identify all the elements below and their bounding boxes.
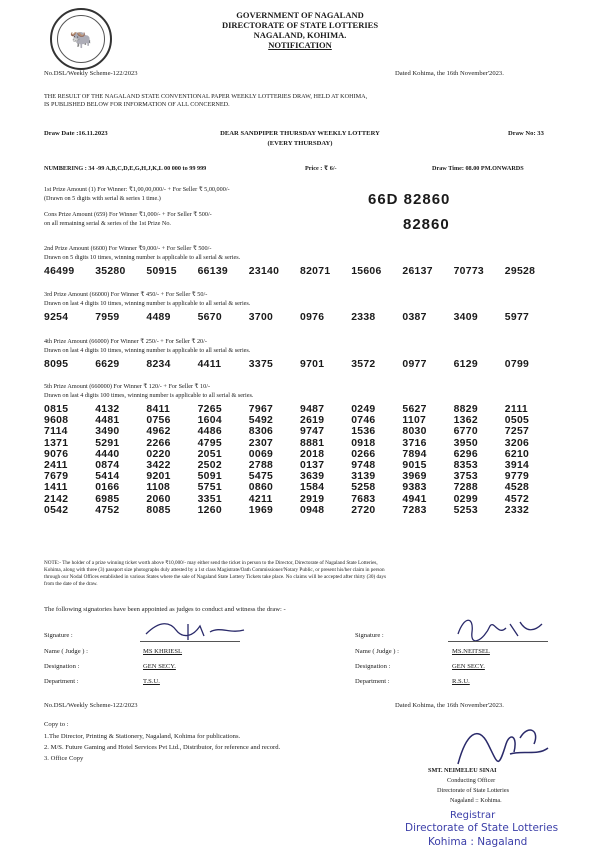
copy-to-item-3: 3. Office Copy xyxy=(44,755,84,762)
officer-name: SMT. NEIMELEU SINAI xyxy=(428,767,497,774)
fifth-prize-number: 0918 xyxy=(351,437,376,449)
dated-line: Dated Kohima, the 16th November'2023. xyxy=(395,70,504,77)
fifth-prize-number: 3351 xyxy=(197,493,222,505)
fifth-prize-number: 4752 xyxy=(95,504,120,516)
copy-to-item-2: 2. M/S. Future Gaming and Hotel Services Pvt Ltd., Distributor, for reference and record. xyxy=(44,744,281,751)
fifth-prize-number: 7288 xyxy=(453,482,478,494)
right-judge-name: MS.NEITSEL xyxy=(452,648,490,655)
third-prize-rule: Drawn on last 4 digits 10 times, winning number is applicable to all serial & series. xyxy=(44,300,251,307)
second-prize-number: 26137 xyxy=(402,266,433,277)
fifth-prize-number: 4132 xyxy=(95,404,120,415)
third-prize-amount: 3rd Prize Amount (66000) For Winner ₹ 450/- + For Seller ₹ 50/- xyxy=(44,291,208,298)
fifth-prize-number: 5475 xyxy=(248,471,274,483)
fifth-prize-number: 1584 xyxy=(300,482,325,494)
fifth-prize-number: 9076 xyxy=(44,448,69,460)
fifth-prize-number: 9383 xyxy=(402,482,427,494)
fifth-prize-number: 2060 xyxy=(146,493,171,505)
draw-number: Draw No: 33 xyxy=(508,130,544,137)
lottery-title: DEAR SANDPIPER THURSDAY WEEKLY LOTTERY xyxy=(220,130,380,137)
fifth-prize-number: 0815 xyxy=(44,404,69,415)
fifth-prize-number: 6770 xyxy=(453,426,478,438)
right-signature-label: Signature : xyxy=(355,632,384,639)
fifth-prize-number: 8306 xyxy=(248,426,274,438)
fifth-prize-number: 8353 xyxy=(453,460,478,472)
left-designation-label: Designation : xyxy=(44,663,80,670)
copy-to-item-1: 1.The Director, Printing & Stationery, Nagaland, Kohima for publications. xyxy=(44,733,241,740)
first-prize-rule: (Drawn on 5 digits with serial & series 1 time.) xyxy=(44,195,161,202)
reference-number: No.DSL/Weekly Scheme-122/2023 xyxy=(44,70,138,77)
right-judge-department: R.S.U. xyxy=(452,678,470,685)
fifth-prize-number: 3490 xyxy=(95,426,120,438)
fifth-prize-number: 3969 xyxy=(402,471,427,483)
left-judge-department: T.S.U. xyxy=(143,678,160,685)
header-place: NAGALAND, KOHIMA. xyxy=(253,30,347,40)
officer-place: Nagaland :: Kohima. xyxy=(450,797,502,804)
fifth-prize-number: 5492 xyxy=(248,415,274,427)
mithun-emblem-icon: 🐃 xyxy=(57,15,105,63)
fifth-prize-number: 0069 xyxy=(248,448,274,460)
fifth-prize-number: 7257 xyxy=(504,426,530,438)
left-department-label: Department : xyxy=(44,678,79,685)
third-prize-number: 9254 xyxy=(44,312,69,323)
officer-role: Conducting Officer xyxy=(447,777,496,784)
fourth-prize-number: 6129 xyxy=(453,359,478,370)
fifth-prize-number: 9779 xyxy=(504,471,530,483)
fifth-prize-number: 0860 xyxy=(248,482,274,494)
fifth-prize-number: 3950 xyxy=(453,437,478,449)
third-prize-number: 2338 xyxy=(351,312,376,323)
fifth-prize-number: 4962 xyxy=(146,426,171,438)
note-line-3: through our Nodal Offices established in various States where the sale of Nagaland State Lottery Tickets take place. No claims will be accepted after thirty (30) days xyxy=(44,574,387,580)
judges-intro: The following signatories have been appointed as judges to conduct and witness the draw: - xyxy=(44,606,286,613)
fourth-prize-rule: Drawn on last 4 digits 10 times, winning number is applicable to all serial & series. xyxy=(44,347,251,354)
ticket-price: Price : ₹ 6/- xyxy=(305,165,337,172)
fifth-prize-numbers xyxy=(44,404,556,516)
fifth-prize-number: 1411 xyxy=(44,482,68,494)
third-prize-number: 5977 xyxy=(504,312,530,323)
second-prize-number: 70773 xyxy=(453,266,484,277)
fifth-prize-number: 5414 xyxy=(95,471,120,483)
fifth-prize-number: 8085 xyxy=(146,504,171,516)
fifth-prize-number: 1536 xyxy=(351,426,376,438)
fifth-prize-number: 3716 xyxy=(402,437,427,449)
fourth-prize-amount: 4th Prize Amount (66000) For Winner ₹ 250/- + For Seller ₹ 20/- xyxy=(44,338,207,345)
right-designation-label: Designation : xyxy=(355,663,391,670)
fifth-prize-number: 0249 xyxy=(351,404,376,415)
fifth-prize-number: 2111 xyxy=(504,404,528,415)
fifth-prize-number: 8829 xyxy=(453,404,478,415)
fifth-prize-number: 9015 xyxy=(402,460,427,472)
fifth-prize-number: 6985 xyxy=(95,493,120,505)
fifth-prize-number: 5627 xyxy=(402,404,427,415)
fourth-prize-numbers xyxy=(44,359,556,370)
fourth-prize-number: 8095 xyxy=(44,359,69,370)
fifth-prize-number: 8030 xyxy=(402,426,427,438)
third-prize-number: 0387 xyxy=(402,312,427,323)
fifth-prize-number: 1107 xyxy=(402,415,427,427)
fifth-prize-number: 2502 xyxy=(197,460,222,472)
fourth-prize-number: 6629 xyxy=(95,359,120,370)
copy-to-heading: Copy to : xyxy=(44,721,69,728)
fifth-prize-amount: 5th Prize Amount (660000) For Winner ₹ 120/- + For Seller ₹ 10/- xyxy=(44,383,211,390)
fifth-prize-rule: Drawn on last 4 digits 100 times, winning number is applicable to all serial & series. xyxy=(44,392,254,399)
fourth-prize-number: 9701 xyxy=(300,359,325,370)
fifth-prize-number: 0756 xyxy=(146,415,171,427)
second-prize-number: 15606 xyxy=(351,266,382,277)
fifth-prize-number: 7283 xyxy=(402,504,427,516)
footer-reference-number: No.DSL/Weekly Scheme-122/2023 xyxy=(44,702,138,709)
fifth-prize-number: 1371 xyxy=(44,437,69,449)
second-prize-rule: Drawn on 5 digits 10 times, winning number is applicable to all serial & series. xyxy=(44,254,241,261)
fifth-prize-number: 2018 xyxy=(300,448,325,460)
fifth-prize-number: 0137 xyxy=(300,460,325,472)
fifth-prize-number: 3753 xyxy=(453,471,478,483)
cons-prize-amount: Cons Prize Amount (659) For Winner ₹1,000/- + For Seller ₹ 500/- xyxy=(44,211,212,218)
fifth-prize-number: 2619 xyxy=(300,415,325,427)
lottery-subtitle: (EVERY THURSDAY) xyxy=(267,140,333,147)
left-judge-designation: GEN SECY. xyxy=(143,663,176,670)
fifth-prize-number: 7265 xyxy=(197,404,222,415)
third-prize-number: 7959 xyxy=(95,312,120,323)
fifth-prize-number: 8881 xyxy=(300,437,325,449)
fourth-prize-number: 3572 xyxy=(351,359,376,370)
fifth-prize-number: 4941 xyxy=(402,493,427,505)
fifth-prize-number: 3422 xyxy=(146,460,171,472)
registrar-stamp-title: Registrar xyxy=(450,810,496,821)
fifth-prize-number: 9487 xyxy=(300,404,325,415)
second-prize-number: 23140 xyxy=(248,266,280,277)
header-government: GOVERNMENT OF NAGALAND xyxy=(236,10,364,20)
right-judge-signature xyxy=(450,612,550,644)
first-prize-winning-number: 66D 82860 xyxy=(368,191,451,208)
fifth-prize-number: 4440 xyxy=(95,448,120,460)
fifth-prize-number: 1604 xyxy=(197,415,222,427)
third-prize-number: 5670 xyxy=(197,312,222,323)
fifth-prize-number: 2411 xyxy=(44,460,68,472)
left-judge-name: MS KHRIESL xyxy=(143,648,183,655)
registrar-stamp-place: Kohima : Nagaland xyxy=(428,836,528,848)
fifth-prize-number: 4211 xyxy=(248,493,273,505)
fifth-prize-number: 7679 xyxy=(44,471,69,483)
fifth-prize-number: 3914 xyxy=(504,460,530,472)
fifth-prize-number: 5258 xyxy=(351,482,376,494)
fifth-prize-number: 2788 xyxy=(248,460,274,472)
fifth-prize-number: 6296 xyxy=(453,448,478,460)
fifth-prize-number: 0874 xyxy=(95,460,120,472)
fifth-prize-number: 0299 xyxy=(453,493,478,505)
fifth-prize-number: 7894 xyxy=(402,448,427,460)
fifth-prize-number: 9748 xyxy=(351,460,376,472)
draw-time: Draw Time: 08.00 PM.ONWARDS xyxy=(432,165,524,172)
header-notification: NOTIFICATION xyxy=(268,40,332,50)
cons-prize-winning-number: 82860 xyxy=(403,216,450,233)
second-prize-number: 66139 xyxy=(197,266,228,277)
left-name-label: Name ( Judge ) : xyxy=(44,648,88,655)
left-judge-signature xyxy=(140,614,260,644)
fifth-prize-number: 0220 xyxy=(146,448,171,460)
note-line-2: Kohima, along with three (3) passport size photographs duly attested by a 1st class Magistrate/Oath Commissioner/Notary Public, or present his/her claim in person xyxy=(44,567,385,573)
fifth-prize-number: 0505 xyxy=(504,415,530,427)
note-line-1: NOTE:- The holder of a prize winning ticket worth above ₹10,000/- may either send the ticket in person to the Director, Directorate of Nagaland State Lotteries, xyxy=(44,560,378,566)
fifth-prize-number: 1969 xyxy=(248,504,274,516)
intro-line-1: THE RESULT OF THE NAGALAND STATE CONVENTIONAL PAPER WEEKLY LOTTERIES DRAW, HELD AT KOHIMA, xyxy=(44,93,368,100)
cons-prize-rule: on all remaining serial & series of the 1st Prize No. xyxy=(44,220,171,227)
fifth-prize-number: 8411 xyxy=(146,404,171,415)
fifth-prize-number: 4795 xyxy=(197,437,222,449)
fifth-prize-number: 4572 xyxy=(504,493,530,505)
right-department-label: Department : xyxy=(355,678,390,685)
third-prize-number: 4489 xyxy=(146,312,171,323)
second-prize-amount: 2nd Prize Amount (6600) For Winner ₹9,000/- + For Seller ₹ 500/- xyxy=(44,245,212,252)
fifth-prize-number: 4528 xyxy=(504,482,530,494)
third-prize-number: 3409 xyxy=(453,312,478,323)
right-judge-designation: GEN SECY. xyxy=(452,663,485,670)
fifth-prize-number: 0948 xyxy=(300,504,325,516)
fifth-prize-number: 0542 xyxy=(44,504,69,516)
fourth-prize-number: 3375 xyxy=(248,359,274,370)
right-name-label: Name ( Judge ) : xyxy=(355,648,399,655)
numbering-range: NUMBERING : 34 -99 A,B,C,D,E,G,H,J,K,L 00 000 to 99 999 xyxy=(44,165,207,172)
third-prize-number: 0976 xyxy=(300,312,325,323)
fifth-prize-number: 9201 xyxy=(146,471,171,483)
fifth-prize-number: 1108 xyxy=(146,482,171,494)
left-signature-label: Signature : xyxy=(44,632,73,639)
fourth-prize-number: 8234 xyxy=(146,359,171,370)
second-prize-number: 82071 xyxy=(300,266,331,277)
fifth-prize-number: 2720 xyxy=(351,504,376,516)
header-directorate: DIRECTORATE OF STATE LOTTERIES xyxy=(221,20,379,30)
fifth-prize-number: 2307 xyxy=(248,437,274,449)
third-prize-number: 3700 xyxy=(248,312,274,323)
third-prize-numbers xyxy=(44,312,556,323)
footer-dated-line: Dated Kohima, the 16th November'2023. xyxy=(395,702,504,709)
fifth-prize-number: 5751 xyxy=(197,482,222,494)
fifth-prize-number: 5253 xyxy=(453,504,478,516)
fifth-prize-number: 3206 xyxy=(504,437,530,449)
first-prize-amount: 1st Prize Amount (1) For Winner: ₹1,00,00,000/- + For Seller ₹ 5,00,000/- xyxy=(44,186,230,193)
fifth-prize-number: 2142 xyxy=(44,493,69,505)
fifth-prize-number: 3139 xyxy=(351,471,376,483)
fifth-prize-number: 7683 xyxy=(351,493,376,505)
fifth-prize-number: 9608 xyxy=(44,415,69,427)
second-prize-number: 29528 xyxy=(504,266,536,277)
fifth-prize-number: 4481 xyxy=(95,415,120,427)
fifth-prize-number: 7114 xyxy=(44,426,68,438)
left-signature-line xyxy=(140,641,240,642)
fourth-prize-number: 4411 xyxy=(197,359,222,370)
fourth-prize-number: 0977 xyxy=(402,359,427,370)
registrar-stamp-org: Directorate of State Lotteries xyxy=(405,822,559,834)
fifth-prize-number: 5291 xyxy=(95,437,120,449)
fifth-prize-number: 4486 xyxy=(197,426,222,438)
fifth-prize-number: 3639 xyxy=(300,471,325,483)
second-prize-number: 50915 xyxy=(146,266,177,277)
fourth-prize-number: 0799 xyxy=(504,359,530,370)
fifth-prize-number: 1260 xyxy=(197,504,222,516)
right-signature-line xyxy=(448,641,548,642)
fifth-prize-number: 2332 xyxy=(504,504,530,516)
fifth-prize-number: 0266 xyxy=(351,448,376,460)
intro-line-2: IS PUBLISHED BELOW FOR INFORMATION OF ALL CONCERNED. xyxy=(44,101,230,108)
draw-date: Draw Date :16.11.2023 xyxy=(44,130,108,137)
note-line-4: from the date of the draw. xyxy=(44,581,98,587)
second-prize-numbers xyxy=(44,266,556,277)
officer-organization: Directorate of State Lotteries xyxy=(437,787,509,794)
fifth-prize-number: 7967 xyxy=(248,404,274,415)
fifth-prize-number: 5091 xyxy=(197,471,222,483)
fifth-prize-number: 1362 xyxy=(453,415,478,427)
fifth-prize-number: 2051 xyxy=(197,448,222,460)
fifth-prize-number: 0166 xyxy=(95,482,120,494)
second-prize-number: 46499 xyxy=(44,266,75,277)
fifth-prize-number: 9747 xyxy=(300,426,325,438)
second-prize-number: 35280 xyxy=(95,266,126,277)
fifth-prize-number: 6210 xyxy=(504,448,530,460)
fifth-prize-number: 2266 xyxy=(146,437,171,449)
fifth-prize-number: 2919 xyxy=(300,493,325,505)
fifth-prize-number: 0746 xyxy=(351,415,376,427)
